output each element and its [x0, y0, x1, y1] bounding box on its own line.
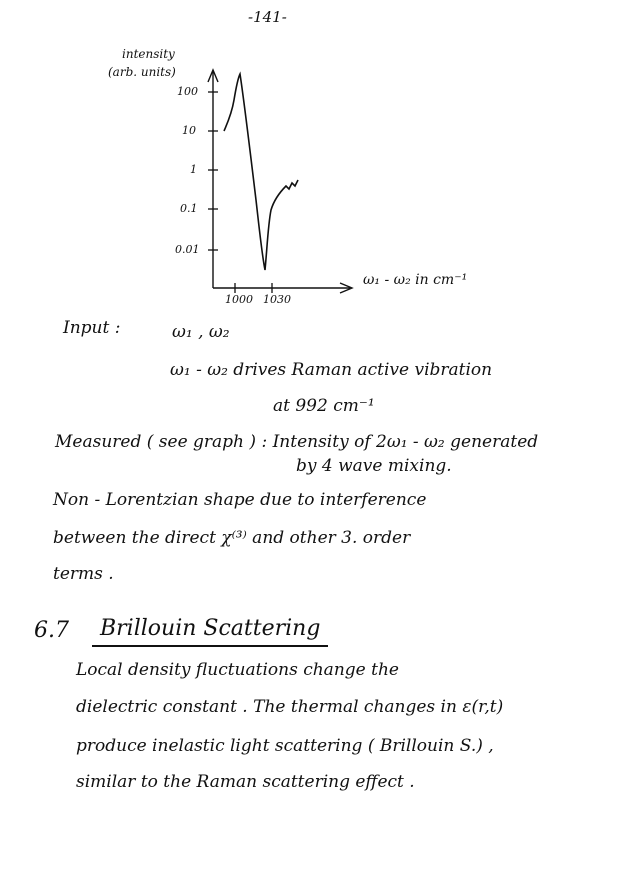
- y-axis-label-line2: (arb. units): [108, 65, 176, 79]
- non-lorentzian-line1: Non - Lorentzian shape due to interference: [53, 490, 427, 510]
- input-label: Input :: [63, 318, 121, 338]
- measured-line1: Measured ( see graph ) : Intensity of 2ω₁ - ω₂ generated: [55, 432, 539, 452]
- section-title-underline: [92, 645, 328, 647]
- x-tick-1000: 1000: [225, 293, 253, 306]
- input-frequencies: ω₁ , ω₂: [172, 322, 230, 342]
- y-tick-10: 10: [182, 124, 196, 137]
- x-axis-label: ω₁ - ω₂ in cm⁻¹: [363, 272, 468, 288]
- brillouin-line2: dielectric constant . The thermal changes in ε(r,t): [76, 697, 504, 717]
- brillouin-line4: similar to the Raman scattering effect .: [76, 772, 415, 792]
- section-number: 6.7: [34, 618, 69, 643]
- y-tick-0.1: 0.1: [180, 202, 198, 215]
- y-tick-0.01: 0.01: [175, 243, 200, 256]
- intensity-graph: [0, 0, 635, 320]
- brillouin-line1: Local density fluctuations change the: [76, 660, 399, 680]
- intensity-curve: [224, 74, 298, 270]
- x-tick-1030: 1030: [263, 293, 291, 306]
- section-title: Brillouin Scattering: [100, 616, 321, 641]
- y-tick-100: 100: [177, 85, 198, 98]
- input-vibration-frequency: at 992 cm⁻¹: [273, 396, 375, 416]
- non-lorentzian-line3: terms .: [53, 564, 114, 584]
- y-axis-label-line1: intensity: [122, 47, 175, 61]
- measured-line2: by 4 wave mixing.: [296, 456, 452, 476]
- brillouin-line3: produce inelastic light scattering ( Brillouin S.) ,: [76, 736, 494, 756]
- input-difference-line: ω₁ - ω₂ drives Raman active vibration: [170, 360, 493, 380]
- non-lorentzian-line2: between the direct χ⁽³⁾ and other 3. order: [53, 528, 411, 548]
- page-number: -141-: [248, 8, 287, 26]
- y-tick-1: 1: [190, 163, 197, 176]
